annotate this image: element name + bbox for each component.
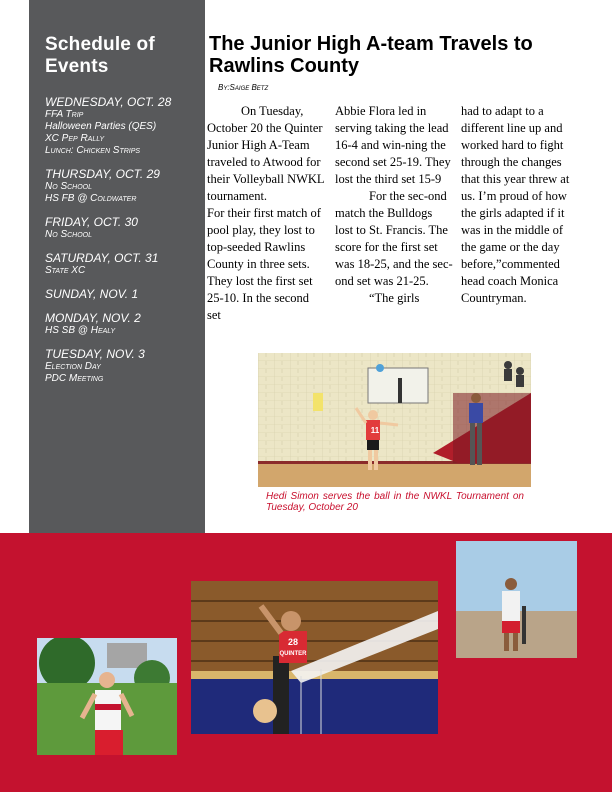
events-list xyxy=(45,95,201,395)
event-day: THURSDAY, OCT. 29 xyxy=(45,167,160,181)
volleyball-spike-photo xyxy=(191,581,438,734)
event-day: SATURDAY, OCT. 31 xyxy=(45,251,159,265)
article-byline: By:Saige Betz xyxy=(218,83,269,92)
jersey-number: 28 xyxy=(287,637,299,647)
schedule-title: Schedule of Events xyxy=(45,34,155,77)
event-item: No School xyxy=(45,229,93,240)
jersey-number: 11 xyxy=(370,426,380,435)
volleyball-serve-photo xyxy=(258,353,531,487)
event-item: No School xyxy=(45,181,93,192)
article-paragraph: For their first match of pool play, they lost to top-seeded Rawlins County in three sets. They lost the first set 25-10. In the second set xyxy=(207,206,321,322)
event-item: State XC xyxy=(45,265,86,276)
article-paragraph: had to adapt to a different line up and worked hard to fight through the changes that this year threw at us. I’m proud of how the girls adapted if it was in the middle of the game or the day before,”commented head coach Monica Countryman. xyxy=(461,104,570,305)
event-item: PDC Meeting xyxy=(45,373,104,384)
article-paragraph: Abbie Flora led in serving taking the lead 16-4 and win-ning the second set 25-19. They lost the third set 15-9 xyxy=(335,104,451,186)
article-column-1 xyxy=(207,103,325,324)
jersey-text: QUINTER xyxy=(279,651,307,657)
article-paragraph: “The girls xyxy=(369,291,420,305)
event-sunday xyxy=(45,287,201,301)
event-wednesday xyxy=(45,95,201,157)
event-item: HS FB @ Coldwater xyxy=(45,193,137,204)
event-item: XC Pep Rally xyxy=(45,133,105,144)
event-item: Halloween Parties (QES) xyxy=(45,121,157,132)
cross-country-runner-photo xyxy=(37,638,177,755)
schedule-sidebar xyxy=(29,0,205,533)
article-headline: The Junior High A-team Travels to Rawlins County xyxy=(209,33,533,77)
event-monday xyxy=(45,311,201,337)
event-day: TUESDAY, NOV. 3 xyxy=(45,347,145,361)
article-paragraph: On Tuesday, October 20 the Quinter Junior High A-Team traveled to Atwood for their Volleyball NWKL tournament. xyxy=(207,104,325,203)
event-saturday xyxy=(45,251,201,277)
event-day: SUNDAY, NOV. 1 xyxy=(45,287,139,301)
article-column-2 xyxy=(335,103,453,307)
event-item: Lunch: Chicken Strips xyxy=(45,145,141,156)
event-day: FRIDAY, OCT. 30 xyxy=(45,215,138,229)
article-paragraph: For the sec-ond match the Bulldogs lost to St. Francis. The score for the first set was 18-25, and the sec-ond set was 21-25. xyxy=(335,189,453,288)
event-friday xyxy=(45,215,201,241)
event-day: MONDAY, NOV. 2 xyxy=(45,311,141,325)
event-item: HS SB @ Healy xyxy=(45,325,116,336)
event-thursday xyxy=(45,167,201,205)
article-column-3 xyxy=(461,103,579,307)
photo-caption: Hedi Simon serves the ball in the NWKL Tournament on Tuesday, October 20 xyxy=(266,491,524,513)
runner-field-photo xyxy=(456,541,577,658)
event-day: WEDNESDAY, OCT. 28 xyxy=(45,95,172,109)
event-item: FFA Trip xyxy=(45,109,84,120)
event-item: Election Day xyxy=(45,361,101,372)
event-tuesday xyxy=(45,347,201,385)
